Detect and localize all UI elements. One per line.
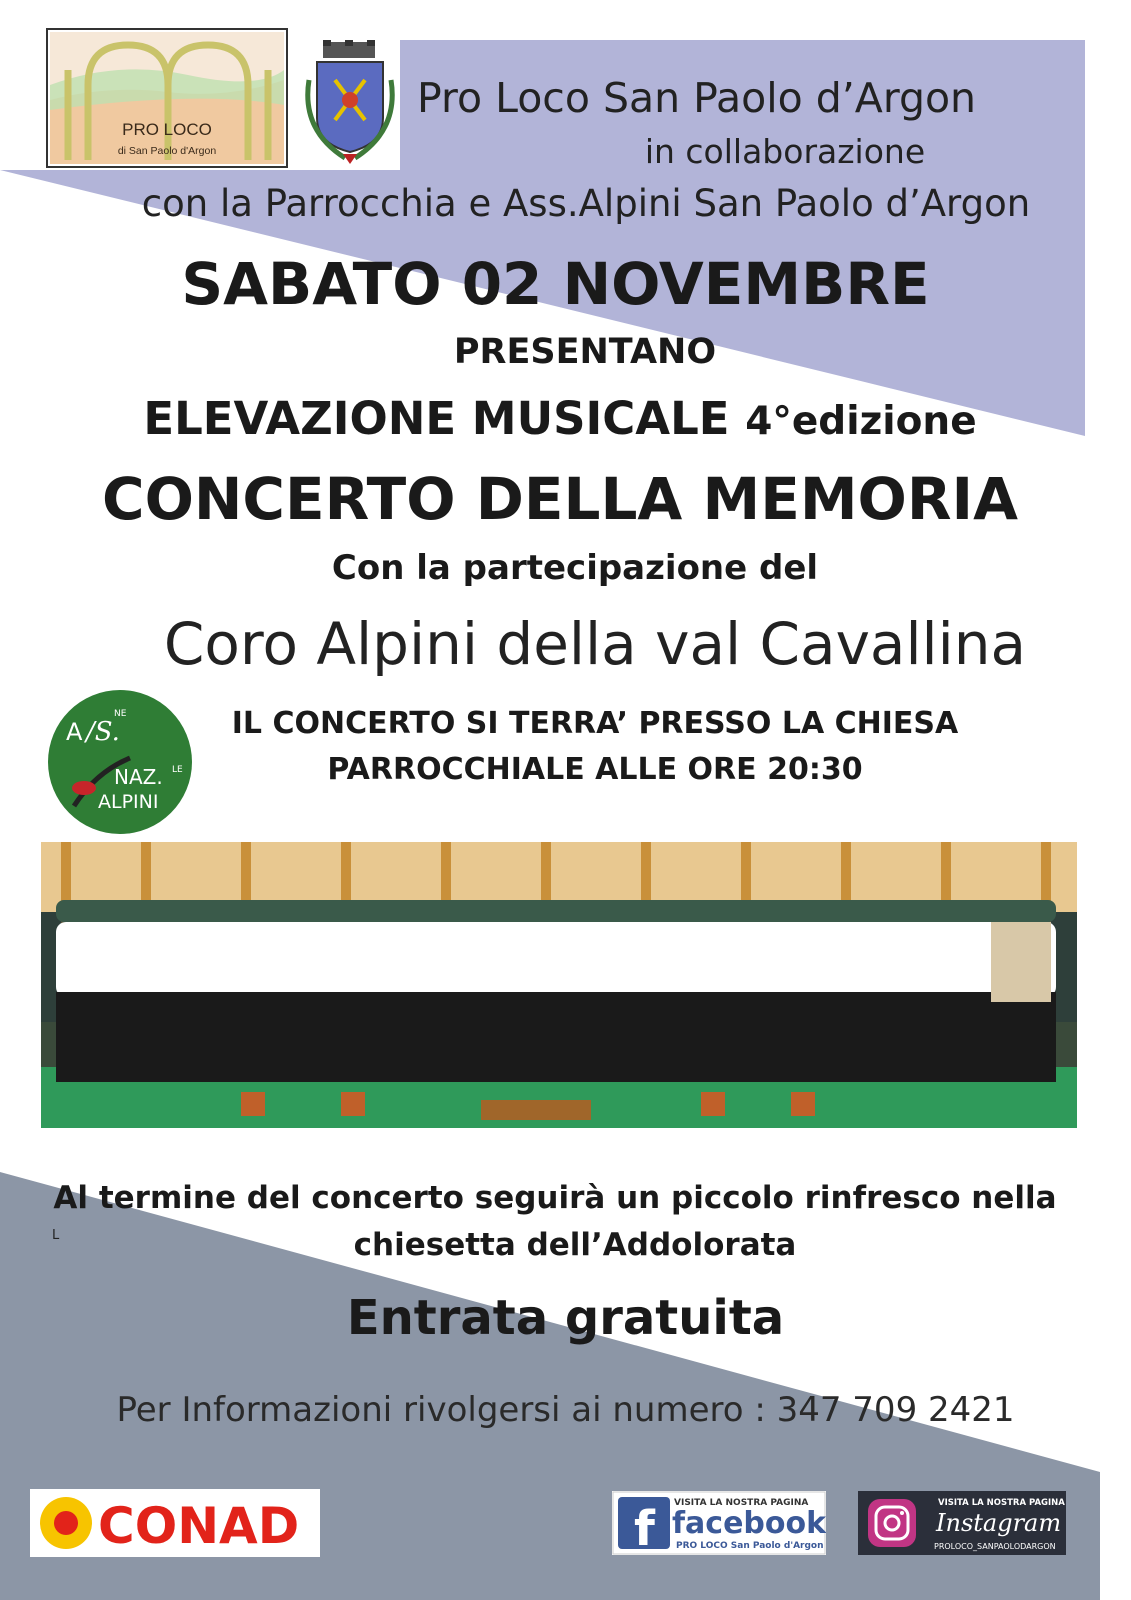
svg-text:NAZ.: NAZ.	[114, 765, 163, 789]
instagram-badge[interactable]	[858, 1491, 1066, 1555]
event-edition: 4°edizione	[745, 399, 977, 444]
proloco-name: PRO LOCO	[122, 120, 212, 139]
svg-text:PROLOCO_SANPAOLODARGON: PROLOCO_SANPAOLODARGON	[934, 1542, 1056, 1551]
event-date: SABATO 02 NOVEMBRE	[181, 250, 930, 318]
free-entry: Entrata gratuita	[346, 1290, 785, 1346]
svg-text:PRO LOCO San Paolo d'Argon: PRO LOCO San Paolo d'Argon	[676, 1541, 824, 1551]
svg-text:LE: LE	[172, 765, 183, 775]
refreshment-line-2: chiesetta dell’Addolorata	[353, 1227, 797, 1263]
refreshment-line-1: Al termine del concerto seguirà un piccolo rinfresco nella	[53, 1180, 1057, 1216]
svg-text:VISITA LA NOSTRA PAGINA: VISITA LA NOSTRA PAGINA	[674, 1498, 809, 1508]
venue-line-2: PARROCCHIALE ALLE ORE 20:30	[327, 752, 863, 787]
stray-character: L	[52, 1228, 60, 1243]
header-partners: con la Parrocchia e Ass.Alpini San Paolo d’Argon	[141, 182, 1031, 225]
facebook-badge[interactable]	[612, 1491, 826, 1555]
choir-photo	[41, 842, 1077, 1128]
event-name-line	[0, 392, 1120, 445]
event-presents: PRESENTANO	[453, 332, 717, 372]
facebook-icon	[618, 1497, 670, 1555]
contact-phone: Per Informazioni rivolgersi ai numero : 347 709 2421	[116, 1390, 1015, 1430]
instagram-icon	[868, 1499, 916, 1547]
svg-text:facebook: facebook	[672, 1506, 826, 1541]
svg-text:ALPINI: ALPINI	[98, 791, 159, 813]
choir-name: Coro Alpini della val Cavallina	[163, 610, 1027, 678]
conad-logo	[30, 1489, 320, 1557]
venue-line-1: IL CONCERTO SI TERRA’ PRESSO LA CHIESA	[231, 706, 959, 741]
conad-flower-icon	[40, 1497, 92, 1549]
proloco-subtitle: di San Paolo d'Argon	[117, 145, 217, 157]
event-title: CONCERTO DELLA MEMORIA	[102, 465, 1018, 533]
svg-text:/S.: /S.	[86, 717, 120, 747]
event-with: Con la partecipazione del	[331, 548, 819, 588]
svg-text:A: A	[66, 718, 83, 746]
svg-text:Instagram: Instagram	[936, 1509, 1062, 1537]
conad-text: CONAD	[98, 1497, 300, 1555]
coat-of-arms-icon	[295, 40, 405, 168]
ana-alpini-icon	[46, 688, 194, 836]
svg-text:f: f	[634, 1501, 655, 1555]
proloco-logo	[46, 28, 288, 168]
event-name: ELEVAZIONE MUSICALE	[143, 392, 730, 445]
header-org: Pro Loco San Paolo d’Argon	[417, 74, 977, 122]
header-collab: in collaborazione	[644, 132, 926, 171]
svg-text:NE: NE	[114, 709, 127, 719]
svg-text:VISITA LA NOSTRA PAGINA: VISITA LA NOSTRA PAGINA	[938, 1498, 1065, 1508]
